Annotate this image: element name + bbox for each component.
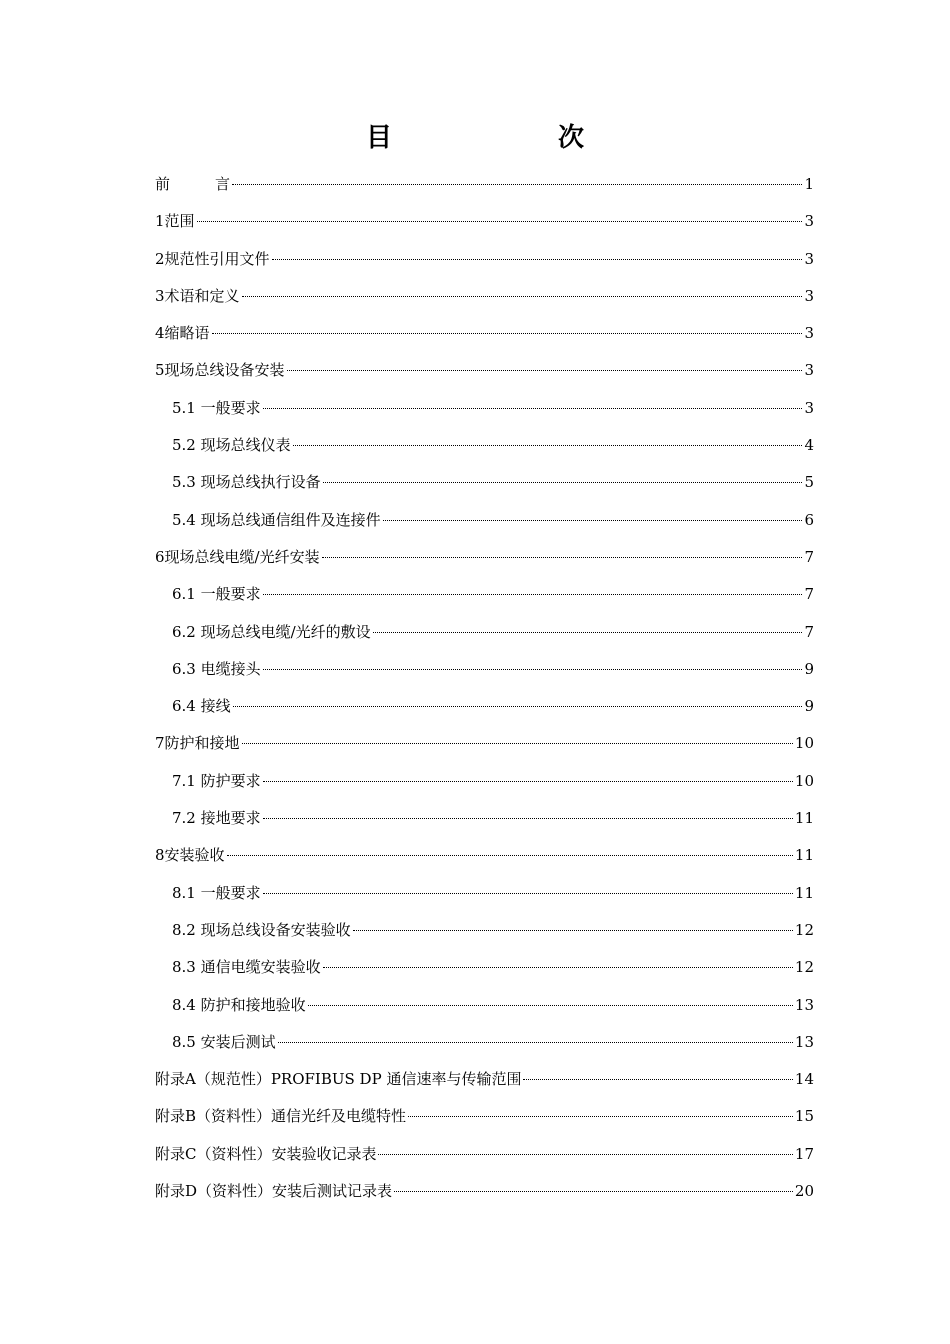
toc-entry[interactable]: [155, 619, 814, 656]
toc-entry-page-number: 17: [794, 1144, 814, 1163]
toc-entry[interactable]: [155, 1103, 814, 1140]
toc-dot-leader: [227, 855, 793, 856]
toc-entry-page-number: 3: [804, 249, 814, 268]
toc-dot-leader: [293, 445, 803, 446]
toc-dot-leader: [232, 184, 802, 185]
toc-entry-page-number: 3: [804, 324, 814, 343]
toc-entry-page-number: 13: [794, 1032, 814, 1051]
toc-entry-label: 8.1 一般要求: [172, 883, 261, 902]
toc-entry-page-number: 11: [794, 883, 814, 902]
toc-dot-leader: [287, 370, 803, 371]
toc-entry-page-number: 10: [794, 771, 814, 790]
toc-entry[interactable]: [155, 1066, 814, 1103]
toc-dot-leader: [233, 706, 803, 707]
toc-entry-label: 3术语和定义: [155, 286, 240, 305]
toc-entry-page-number: 13: [794, 995, 814, 1014]
toc-entry-label: 4缩略语: [155, 324, 210, 343]
toc-dot-leader: [383, 520, 803, 521]
toc-entry-page-number: 12: [794, 958, 814, 977]
toc-entry-label: 8.3 通信电缆安装验收: [172, 958, 321, 977]
toc-dot-leader: [272, 259, 803, 260]
toc-entry-label: 8.2 现场总线设备安装验收: [172, 920, 351, 939]
toc-dot-leader: [353, 930, 793, 931]
toc-entry[interactable]: [155, 768, 814, 805]
toc-entry-page-number: 11: [794, 809, 814, 828]
toc-entry[interactable]: [155, 693, 814, 730]
toc-dot-leader: [373, 632, 803, 633]
toc-entry[interactable]: [155, 395, 814, 432]
toc-entry-page-number: 3: [804, 212, 814, 231]
toc-entry[interactable]: [155, 1029, 814, 1066]
toc-entry[interactable]: [155, 1178, 814, 1215]
toc-entry-page-number: 1: [804, 175, 814, 193]
toc-dot-leader: [263, 818, 793, 819]
toc-entry[interactable]: [155, 581, 814, 618]
toc-entry-page-number: 9: [804, 659, 814, 678]
toc-dot-leader: [323, 967, 793, 968]
toc-dot-leader: [242, 296, 803, 297]
toc-dot-leader: [323, 482, 803, 483]
toc-dot-leader: [308, 1005, 793, 1006]
toc-entry[interactable]: [155, 469, 814, 506]
toc-entry-page-number: 9: [804, 697, 814, 716]
toc-dot-leader: [263, 781, 793, 782]
toc-entry[interactable]: [155, 730, 814, 767]
page-title: 目 次: [365, 123, 622, 153]
toc-dot-leader: [263, 594, 803, 595]
toc-entry[interactable]: [155, 1141, 814, 1178]
toc-entry-label: 1范围: [155, 212, 195, 231]
toc-entry[interactable]: [155, 320, 814, 357]
toc-entry[interactable]: [155, 544, 814, 581]
toc-entry-label: 6.2 现场总线电缆/光纤的敷设: [172, 622, 371, 641]
toc-dot-leader: [523, 1079, 792, 1080]
toc-entry-label: 8.4 防护和接地验收: [172, 995, 306, 1014]
toc-entry-page-number: 5: [804, 473, 814, 492]
toc-entry-label: 前 言: [155, 175, 231, 193]
toc-dot-leader: [212, 333, 803, 334]
toc-entry[interactable]: [155, 656, 814, 693]
toc-entry-label: 附录B（资料性）通信光纤及电缆特性: [155, 1107, 407, 1126]
toc-entry-page-number: 12: [794, 920, 814, 939]
toc-entry-page-number: 6: [804, 510, 814, 529]
toc-dot-leader: [378, 1154, 792, 1155]
toc-dot-leader: [242, 743, 793, 744]
toc-entry-page-number: 4: [804, 436, 814, 455]
toc-entry[interactable]: [155, 805, 814, 842]
table-of-contents: [155, 171, 814, 1215]
toc-entry[interactable]: [155, 357, 814, 394]
toc-entry[interactable]: [155, 171, 814, 208]
toc-entry[interactable]: [155, 246, 814, 283]
toc-entry[interactable]: [155, 954, 814, 991]
toc-entry[interactable]: [155, 992, 814, 1029]
toc-entry-label: 5.1 一般要求: [172, 398, 261, 417]
toc-entry-page-number: 15: [794, 1107, 814, 1126]
toc-entry-page-number: 10: [794, 734, 814, 753]
toc-entry-label: 附录C（资料性）安装验收记录表: [155, 1144, 377, 1163]
toc-entry-page-number: 7: [804, 585, 814, 604]
toc-entry-label: 7防护和接地: [155, 734, 240, 753]
toc-entry[interactable]: [155, 432, 814, 469]
toc-entry-page-number: 3: [804, 286, 814, 305]
toc-entry-page-number: 3: [804, 361, 814, 380]
toc-entry-page-number: 7: [804, 622, 814, 641]
toc-dot-leader: [394, 1191, 793, 1192]
toc-entry-page-number: 14: [794, 1070, 814, 1089]
toc-entry-label: 8.5 安装后测试: [172, 1032, 276, 1051]
toc-entry[interactable]: [155, 917, 814, 954]
toc-entry-label: 6.1 一般要求: [172, 585, 261, 604]
toc-entry[interactable]: [155, 507, 814, 544]
toc-entry[interactable]: [155, 880, 814, 917]
toc-entry-label: 5.4 现场总线通信组件及连接件: [172, 510, 381, 529]
toc-entry-label: 附录D（资料性）安装后测试记录表: [155, 1182, 393, 1201]
toc-dot-leader: [408, 1116, 793, 1117]
toc-entry-label: 6现场总线电缆/光纤安装: [155, 547, 320, 566]
toc-entry[interactable]: [155, 842, 814, 879]
toc-entry-page-number: 11: [794, 846, 814, 865]
toc-entry-page-number: 3: [804, 398, 814, 417]
toc-entry-label: 6.4 接线: [172, 697, 231, 716]
toc-entry[interactable]: [155, 283, 814, 320]
toc-entry-label: 8安装验收: [155, 846, 225, 865]
toc-entry-label: 2规范性引用文件: [155, 249, 270, 268]
toc-entry-page-number: 7: [804, 547, 814, 566]
toc-entry-page-number: 20: [794, 1182, 814, 1201]
toc-dot-leader: [263, 408, 803, 409]
toc-dot-leader: [322, 557, 803, 558]
toc-dot-leader: [263, 669, 803, 670]
toc-entry-label: 6.3 电缆接头: [172, 659, 261, 678]
toc-entry-label: 5.3 现场总线执行设备: [172, 473, 321, 492]
toc-entry-label: 附录A（规范性）PROFIBUS DP 通信速率与传输范围: [155, 1070, 522, 1089]
toc-dot-leader: [197, 221, 803, 222]
toc-entry-label: 7.1 防护要求: [172, 771, 261, 790]
toc-dot-leader: [263, 893, 793, 894]
toc-dot-leader: [278, 1042, 793, 1043]
toc-entry-label: 5.2 现场总线仪表: [172, 436, 291, 455]
toc-entry[interactable]: [155, 208, 814, 245]
toc-entry-label: 5现场总线设备安装: [155, 361, 285, 380]
toc-entry-label: 7.2 接地要求: [172, 809, 261, 828]
